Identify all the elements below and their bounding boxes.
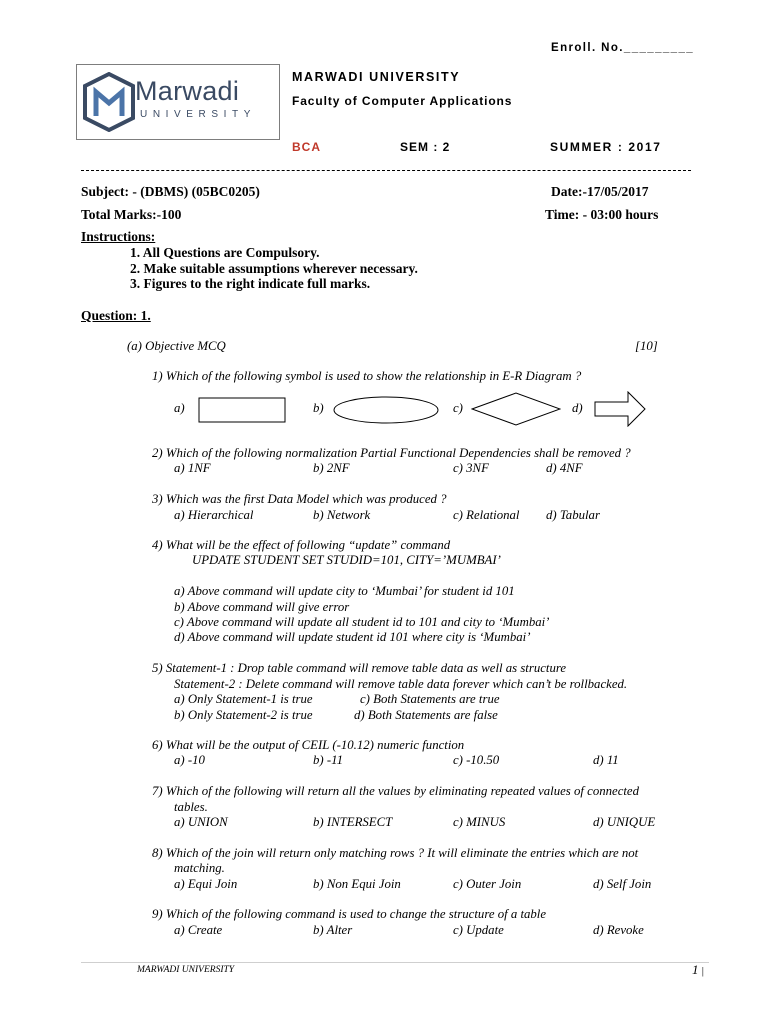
q4-option: d) Above command will update student id 101 where city is ‘Mumbai’ (174, 630, 531, 644)
question-6-text: 6) What will be the output of CEIL (-10.12) numeric function (152, 738, 465, 752)
q5-option: b) Only Statement-2 is true (174, 708, 313, 722)
enroll-number: Enroll. No._________ (551, 42, 695, 54)
ellipse-icon (333, 396, 439, 424)
exam-time: Time: - 03:00 hours (545, 207, 659, 222)
question-4-text: 4) What will be the effect of following “update” command (152, 538, 451, 552)
logo-wordmark: Marwadi (135, 76, 240, 106)
q7-option: d) UNIQUE (593, 815, 656, 829)
q3-option: d) Tabular (546, 508, 600, 522)
q3-option: b) Network (313, 508, 371, 522)
q2-option: c) 3NF (453, 461, 489, 475)
q9-option: c) Update (453, 923, 504, 937)
rectangle-icon (198, 397, 286, 423)
q8-option: a) Equi Join (174, 877, 238, 891)
q4-option: c) Above command will update all student id to 101 and city to ‘Mumbai’ (174, 615, 550, 629)
part-a-marks: [10] (635, 339, 658, 353)
q4-code: UPDATE STUDENT SET STUDID=101, CITY=’MUMBAI’ (192, 553, 501, 567)
university-logo (76, 64, 280, 140)
q2-option: d) 4NF (546, 461, 583, 475)
question-7-text: 7) Which of the following will return all the values by eliminating repeated values of connected (152, 784, 640, 798)
q4-option: b) Above command will give error (174, 600, 350, 614)
instructions-heading: Instructions: (81, 229, 156, 244)
footer-divider (81, 962, 709, 963)
question-3-text: 3) Which was the first Data Model which was produced ? (152, 492, 447, 506)
question-9-text: 9) Which of the following command is used to change the structure of a table (152, 907, 547, 921)
exam-date: Date:-17/05/2017 (551, 184, 649, 199)
q8-option: c) Outer Join (453, 877, 522, 891)
header-divider (81, 170, 691, 171)
q1-option-a: a) (174, 401, 185, 415)
q6-option: a) -10 (174, 753, 205, 767)
subject-line: Subject: - (DBMS) (05BC0205) (81, 184, 260, 199)
university-name: MARWADI UNIVERSITY (292, 70, 461, 84)
instruction-item: 1. All Questions are Compulsory. (130, 245, 320, 260)
q5-option: d) Both Statements are false (354, 708, 498, 722)
question-1-text: 1) Which of the following symbol is used to show the relationship in E-R Diagram ? (152, 369, 582, 383)
faculty-name: Faculty of Computer Applications (292, 94, 513, 108)
question-heading: Question: 1. (81, 308, 151, 323)
q1-option-d: d) (572, 401, 583, 415)
question-5-statement-1: 5) Statement-1 : Drop table command will remove table data as well as structure (152, 661, 567, 675)
diamond-icon (471, 392, 561, 426)
q5-option: a) Only Statement-1 is true (174, 692, 313, 706)
q7-option: b) INTERSECT (313, 815, 393, 829)
part-a-label: (a) Objective MCQ (127, 339, 226, 353)
q6-option: b) -11 (313, 753, 343, 767)
question-8-text: 8) Which of the join will return only matching rows ? It will eliminate the entries which are not (152, 846, 639, 860)
session-label: SUMMER : 2017 (550, 140, 662, 154)
question-5-statement-2: Statement-2 : Delete command will remove table data forever which can’t be rollbacked. (174, 677, 628, 691)
question-7-text-cont: tables. (174, 800, 208, 814)
q3-option: c) Relational (453, 508, 520, 522)
logo-subtitle: UNIVERSITY (140, 109, 257, 120)
total-marks: Total Marks:-100 (81, 207, 182, 222)
q2-option: a) 1NF (174, 461, 211, 475)
page-number: 1 | (692, 962, 704, 977)
question-2-text: 2) Which of the following normalization Partial Functional Dependencies shall be removed ? (152, 446, 631, 460)
q9-option: a) Create (174, 923, 223, 937)
question-8-text-cont: matching. (174, 861, 225, 875)
q1-option-b: b) (313, 401, 324, 415)
arrow-icon (594, 391, 646, 427)
q7-option: c) MINUS (453, 815, 506, 829)
q3-option: a) Hierarchical (174, 508, 254, 522)
q8-option: b) Non Equi Join (313, 877, 401, 891)
q6-option: c) -10.50 (453, 753, 500, 767)
q8-option: d) Self Join (593, 877, 652, 891)
q9-option: d) Revoke (593, 923, 644, 937)
instruction-item: 2. Make suitable assumptions wherever necessary. (130, 261, 418, 276)
q2-option: b) 2NF (313, 461, 350, 475)
semester-label: SEM : 2 (400, 140, 451, 154)
program-label: BCA (292, 140, 321, 154)
q5-option: c) Both Statements are true (360, 692, 500, 706)
instruction-item: 3. Figures to the right indicate full marks. (130, 276, 371, 291)
q1-option-c: c) (453, 401, 463, 415)
q4-option: a) Above command will update city to ‘Mumbai’ for student id 101 (174, 584, 515, 598)
q9-option: b) Alter (313, 923, 353, 937)
q7-option: a) UNION (174, 815, 228, 829)
footer-university: MARWADI UNIVERSITY (137, 965, 235, 975)
q6-option: d) 11 (593, 753, 619, 767)
logo-m-icon (83, 72, 135, 132)
